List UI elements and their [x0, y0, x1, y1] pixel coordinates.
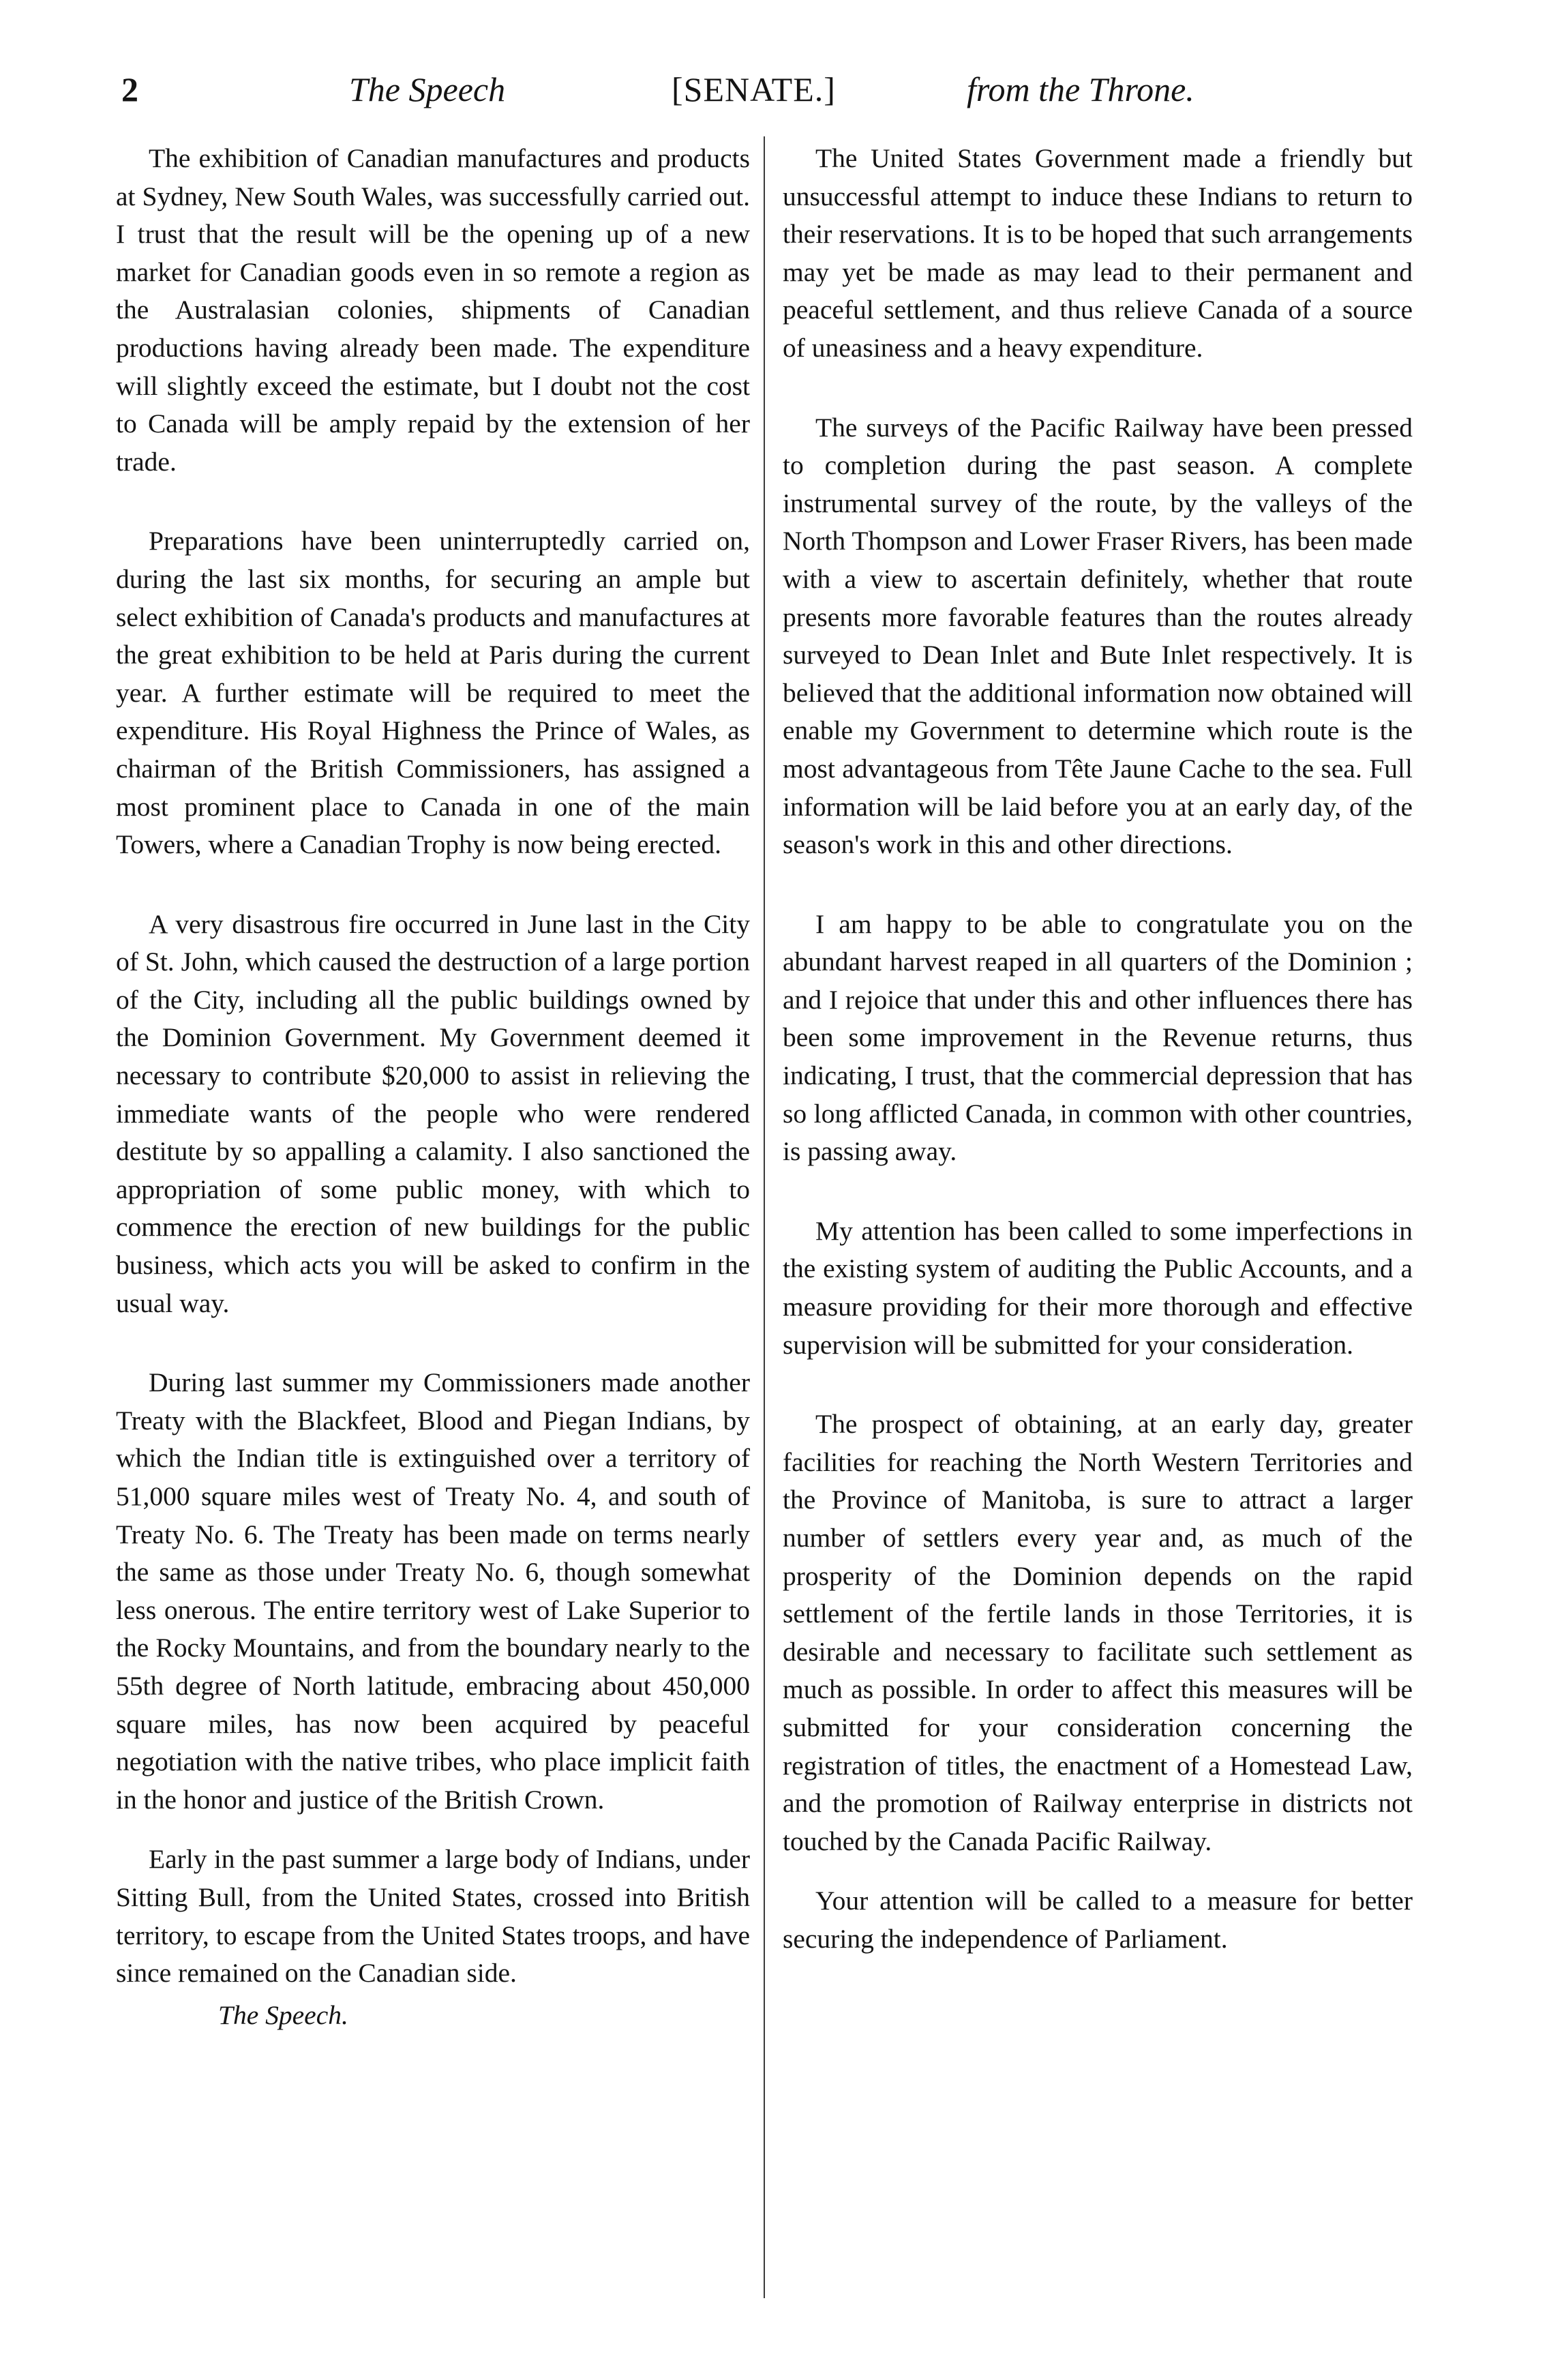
- paragraph-paris-exhibition: Preparations have been uninterruptedly carried on, during the last six months, for securing an ample but select exhibition of Canada's products and manufactures at the great exhibition to be held at Paris during the current year. A further estimate will be required to meet the expenditure. His Royal Highness the Prince of Wales, as chairman of the British Commissioners, has assigned a most prominent place to Canada in one of the main Towers, where a Canadian Trophy is now being erected.: [116, 526, 750, 860]
- paragraph-sitting-bull: Early in the past summer a large body of Indians, under Sitting Bull, from the United States, crossed into British territory, to escape from the United States troops, and have since remained on the Canadian side.: [116, 1844, 750, 1989]
- left-column: [116, 140, 750, 2034]
- running-title-center: [SENATE.]: [672, 70, 836, 108]
- column-divider: [764, 136, 765, 2298]
- paragraph-st-john-fire: A very disastrous fire occurred in June last in the City of St. John, which caused the destruction of a large portion of the City, including all the public buildings owned by the Dominion Government. My Government deemed it necessary to contribute $20,000 to assist in relieving the immediate wants of the people who were rendered destitute by so appalling a calamity. I also sanctioned the appropriation of some public money, with which to commence the erection of new buildings for the public business, which acts you will be asked to confirm in the usual way.: [116, 908, 750, 1318]
- page-header: [0, 65, 1564, 120]
- paragraph-public-accounts: My attention has been called to some imperfections in the existing system of auditing the Public Accounts, and a measure providing for their more thorough and effective supervision will be submitted for your consideration.: [783, 1215, 1413, 1360]
- right-column: [783, 140, 1413, 1959]
- paragraph-harvest: I am happy to be able to congratulate you on the abundant harvest reaped in all quarters of the Dominion ; and I rejoice that under this and other influences there has been some improvement in the Revenue returns, thus indicating, I trust, that the commercial depression that has so long afflicted Canada, in common with other countries, is passing away.: [783, 908, 1413, 1167]
- running-title-right: from the Throne.: [967, 70, 1194, 108]
- catchword: The Speech.: [218, 1999, 348, 2030]
- paragraph-blackfeet-treaty: During last summer my Commissioners made another Treaty with the Blackfeet, Blood and Piegan Indians, by which the Indian title is extinguished over a territory of 51,000 square miles west of Treaty No. 4, and south of Treaty No. 6. The Treaty has been made on terms nearly the same as those under Treaty No. 6, though somewhat less onerous. The entire territory west of Lake Superior to the Rocky Mountains, and from the boundary nearly to the 55th degree of North latitude, embracing about 450,000 square miles, has now been acquired by peaceful negotiation with the native tribes, who place implicit faith in the honor and justice of the British Crown.: [116, 1367, 750, 1815]
- paragraph-pacific-railway: The surveys of the Pacific Railway have been pressed to completion during the past season. A complete instrumental survey of the route, by the valleys of the North Thompson and Lower Fraser Rivers, has been made with a view to ascertain definitely, whether that route presents more favorable features than the routes already surveyed to Dean Inlet and Bute Inlet respectively. It is believed that the additional information now obtained will enable my Government to determine which route is the most advantageous from Tête Jaune Cache to the sea. Full information will be laid before you at an early day, of the season's work in this and other directions.: [783, 412, 1413, 860]
- paragraph-sydney-exhibition: The exhibition of Canadian manufactures and products at Sydney, New South Wales, was successfully carried out. I trust that the result will be the opening up of a new market for Canadian goods even in so remote a region as the Australasian colonies, shipments of Canadian productions having already been made. The expenditure will slightly exceed the estimate, but I doubt not the cost to Canada will be amply repaid by the extension of her trade.: [116, 143, 750, 477]
- paragraph-us-government: The United States Government made a friendly but unsuccessful attempt to induce these Indians to return to their reservations. It is to be hoped that such arrangements may yet be made as may lead to their permanent and peaceful settlement, and thus relieve Canada of a source of uneasiness and a heavy expenditure.: [783, 143, 1413, 363]
- running-title-left: The Speech: [349, 70, 506, 108]
- paragraph-north-west-territories: The prospect of obtaining, at an early day, greater facilities for reaching the North Western Territories and the Province of Manitoba, is sure to attract a larger number of settlers every year and, as much of the prosperity of the Dominion depends on the rapid settlement of the fertile lands in those Territories, it is desirable and necessary to facilitate such settlement as much as possible. In order to affect this measures will be submitted for your consideration concerning the registration of titles, the enactment of a Homestead Law, and the promotion of Railway enterprise in districts not touched by the Canada Pacific Railway.: [783, 1409, 1413, 1856]
- page-number: 2: [121, 70, 138, 108]
- paragraph-parliament-independence: Your attention will be called to a measure for better securing the independence of Parliament.: [783, 1886, 1413, 1954]
